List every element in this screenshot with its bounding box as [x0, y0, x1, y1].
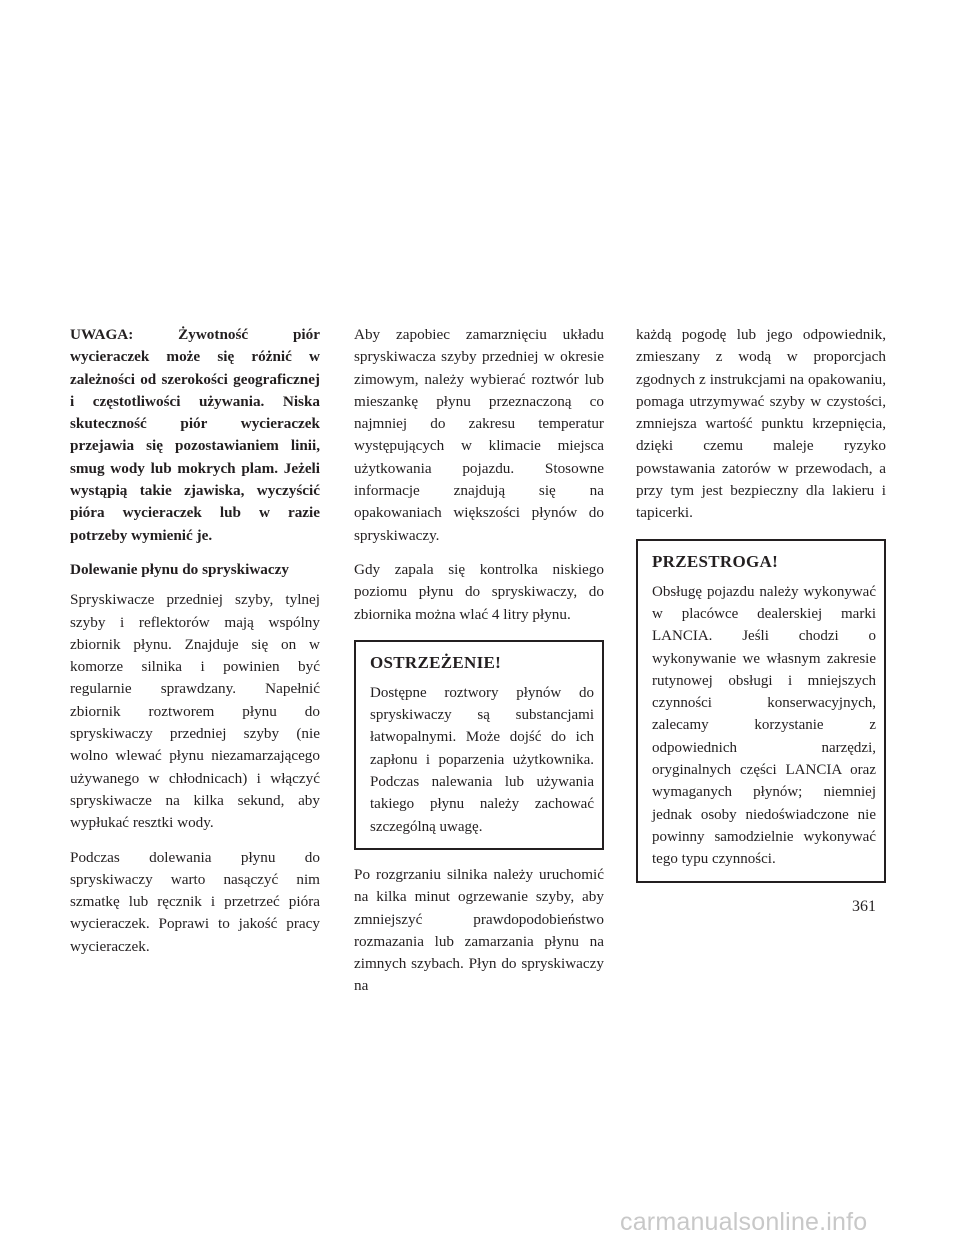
- body-paragraph: Aby zapobiec zamarznięciu układu spryskiwacza szyby przedniej w okresie zimowym, należy wybierać roztwór lub mieszankę płynu przeznaczoną co najmniej do zakresu temperatur występujących w klimacie miejsca użytkowania pojazdu. Stosowne informacje znajdują się na opakowaniach większości płynów do spryskiwaczy.: [354, 326, 604, 544]
- warning-box: [354, 640, 604, 850]
- column-middle: [354, 324, 604, 1010]
- column-left: [70, 324, 320, 970]
- warning-title: OSTRZEŻENIE!: [370, 652, 502, 672]
- body-paragraph: Gdy zapala się kontrolka niskiego poziomu płynu do spryskiwaczy, do zbiornika można wlać 4 litry płynu.: [354, 560, 604, 623]
- note-paragraph: UWAGA: Żywotność piór wycieraczek może się różnić w zależności od szerokości geograficznej i częstotliwości używania. Niska skuteczność piór wycieraczek przejawia się pozostawianiem linii, smug wody lub mokrych plam. Jeżeli wystąpią takie zjawiska, wyczyścić pióra wycieraczek lub w razie potrzeby wymienić je.: [70, 326, 320, 544]
- page-number: 361: [852, 898, 876, 915]
- watermark: carmanualsonline.info: [620, 1208, 868, 1236]
- body-paragraph: Spryskiwacze przedniej szyby, tylnej szyby i reflektorów mają wspólny zbiornik płynu. Znajduje się on w komorze silnika i powinien być regularnie sprawdzany. Napełnić zbiornik roztworem płynu do spryskiwaczy przedniej szyby (nie wolno wlewać płynu niezamarzającego używanego w chłodnicach) i włączyć spryskiwacze na kilka sekund, aby wypłukać resztki wody.: [70, 591, 320, 832]
- caution-text: Obsługę pojazdu należy wykonywać w placówce dealerskiej marki LANCIA. Jeśli chodzi o wykonywanie we własnym zakresie rutynowej obsługi i mniejszych czynności konserwacyjnych, zalecamy korzystanie z odpowiednich narzędzi, oryginalnych części LANCIA oraz wymaganych płynów; niemniej jednak osoby niedoświadczone nie powinny samodzielnie wykonywać tego typu czynności.: [652, 583, 876, 868]
- warning-text: Dostępne roztwory płynów do spryskiwaczy są substancjami łatwopalnymi. Może dojść do ich zapłonu i poparzenia użytkownika. Podczas nalewania lub używania takiego płynu należy zachować szczególną uwagę.: [370, 684, 594, 835]
- section-heading: Dolewanie płynu do spryskiwaczy: [70, 560, 289, 578]
- caution-box: [636, 539, 886, 883]
- body-paragraph: każdą pogodę lub jego odpowiednik, zmieszany z wodą w proporcjach zgodnych z instrukcjami na opakowaniu, pomaga utrzymywać szyby w czystości, zmniejsza wartość punktu krzepnięcia, dzięki czemu maleje ryzyko powstawania zatorów w przewodach, a przy tym jest bezpieczny dla lakieru i tapicerki.: [636, 326, 886, 522]
- body-paragraph: Podczas dolewania płynu do spryskiwaczy warto nasączyć nim szmatkę lub ręcznik i przetrzeć pióra wycieraczek. Poprawi to jakość pracy wycieraczek.: [70, 848, 320, 955]
- caution-title: PRZESTROGA!: [652, 551, 779, 571]
- body-paragraph: Po rozgrzaniu silnika należy uruchomić na kilka minut ogrzewanie szyby, aby zmniejszyć prawdopodobieństwo rozmazania lub zamarzania płynu na zimnych szybach. Płyn do spryskiwaczy na: [354, 865, 604, 995]
- column-right: [636, 324, 886, 897]
